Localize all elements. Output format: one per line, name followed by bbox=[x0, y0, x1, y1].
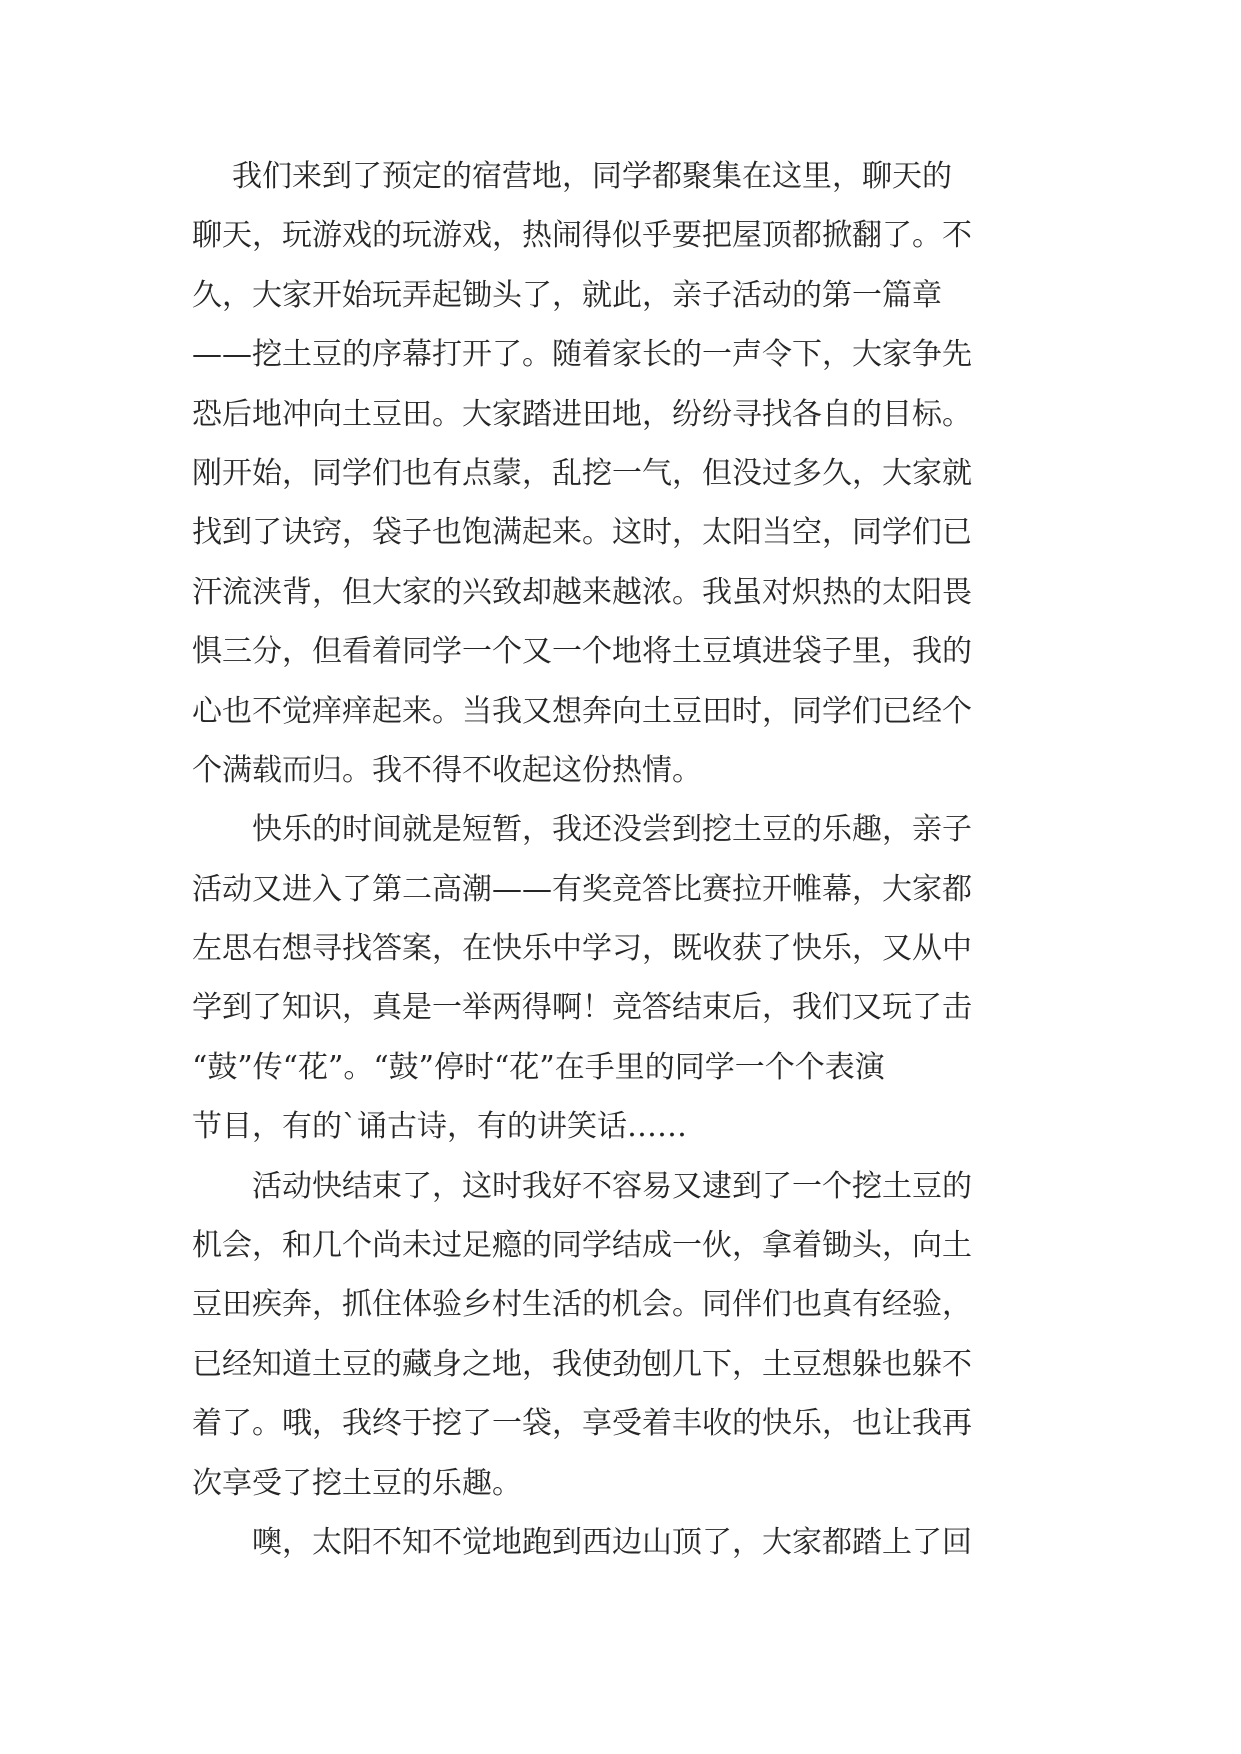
text-line: ——挖土豆的序幕打开了。随着家长的一声令下，大家争先 bbox=[192, 337, 972, 373]
text-line: 着了。哦，我终于挖了一袋，享受着丰收的快乐，也让我再 bbox=[192, 1406, 972, 1442]
text-line: 久，大家开始玩弄起锄头了，就此，亲子活动的第一篇章 bbox=[192, 277, 942, 313]
text-line: 活动又进入了第二高潮——有奖竞答比赛拉开帷幕，大家都 bbox=[192, 871, 972, 907]
text-line: 豆田疾奔，抓住体验乡村生活的机会。同伴们也真有经验， bbox=[192, 1287, 972, 1323]
essay-body bbox=[192, 157, 1072, 1582]
text-line: 活动快结束了，这时我好不容易又逮到了一个挖土豆的 bbox=[252, 1168, 972, 1204]
text-line: 快乐的时间就是短暂，我还没尝到挖土豆的乐趣，亲子 bbox=[252, 812, 972, 848]
text-line: 噢，太阳不知不觉地跑到西边山顶了，大家都踏上了回 bbox=[252, 1524, 972, 1560]
text-line: 左思右想寻找答案，在快乐中学习，既收获了快乐，又从中 bbox=[192, 931, 972, 967]
text-line: 聊天，玩游戏的玩游戏，热闹得似乎要把屋顶都掀翻了。不 bbox=[192, 218, 972, 254]
text-line: 汗流浃背，但大家的兴致却越来越浓。我虽对炽热的太阳畏 bbox=[192, 574, 972, 610]
text-line: 惧三分，但看着同学一个又一个地将土豆填进袋子里，我的 bbox=[192, 634, 972, 670]
text-line: 节目，有的`诵古诗，有的讲笑话…… bbox=[192, 1109, 687, 1145]
text-line: “鼓”传“花”。“鼓”停时“花”在手里的同学一个个表演 bbox=[192, 1049, 885, 1085]
text-line: 找到了诀窍，袋子也饱满起来。这时，太阳当空，同学们已 bbox=[192, 515, 972, 551]
text-line: 次享受了挖土豆的乐趣。 bbox=[192, 1465, 522, 1501]
text-line: 刚开始，同学们也有点蒙，乱挖一气，但没过多久，大家就 bbox=[192, 455, 972, 491]
text-line: 已经知道土豆的藏身之地，我使劲刨几下，土豆想躲也躲不 bbox=[192, 1346, 972, 1382]
text-line: 恐后地冲向土豆田。大家踏进田地，纷纷寻找各自的目标。 bbox=[192, 396, 972, 432]
text-line: 机会，和几个尚未过足瘾的同学结成一伙，拿着锄头，向土 bbox=[192, 1228, 972, 1264]
text-line: 个满载而归。我不得不收起这份热情。 bbox=[192, 752, 702, 788]
text-line: 我们来到了预定的宿营地，同学都聚集在这里，聊天的 bbox=[232, 159, 952, 194]
text-line: 学到了知识，真是一举两得啊！竞答结束后，我们又玩了击 bbox=[192, 990, 972, 1026]
text-line: 心也不觉痒痒起来。当我又想奔向土豆田时，同学们已经个 bbox=[192, 693, 972, 729]
